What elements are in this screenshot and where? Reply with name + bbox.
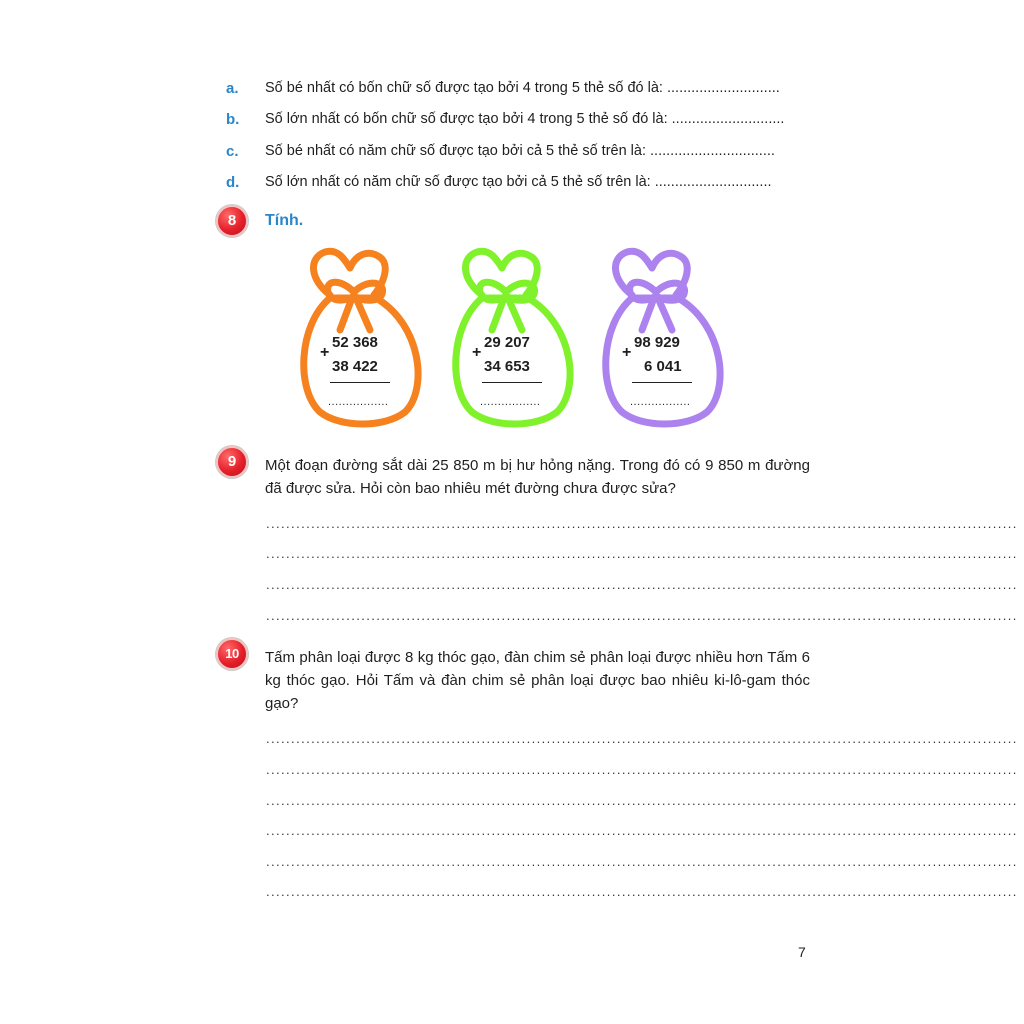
exercise-8-title: Tính. [265, 212, 304, 229]
answer-blank[interactable]: ................. [328, 396, 389, 408]
money-bag-1 [290, 240, 430, 430]
addend-bottom: 6 041 [644, 358, 682, 375]
answer-line[interactable]: ...................................................................................................................................................... [266, 854, 1018, 869]
addend-bottom: 38 422 [332, 358, 378, 375]
question-letter: b. [226, 111, 240, 128]
answer-blank[interactable]: ................. [630, 396, 691, 408]
plus-sign: + [320, 344, 330, 361]
answer-blank[interactable]: ................. [480, 396, 541, 408]
question-text: Số lớn nhất có bốn chữ số được tạo bởi 4 trong 5 thẻ số đó là: ............................ [265, 111, 785, 127]
money-bag-3 [592, 240, 732, 430]
addend-bottom: 34 653 [484, 358, 530, 375]
answer-line[interactable]: ...................................................................................................................................................... [266, 884, 1018, 899]
answer-line[interactable]: ...................................................................................................................................................... [266, 793, 1018, 808]
sum-rule [632, 382, 692, 383]
plus-sign: + [472, 344, 482, 361]
question-letter: d. [226, 174, 240, 191]
sum-rule [330, 382, 390, 383]
answer-line[interactable]: ...................................................................................................................................................... [266, 762, 1018, 777]
money-bag-2 [442, 240, 582, 430]
exercise-9-text: Một đoạn đường sắt dài 25 850 m bị hư hỏng nặng. Trong đó có 9 850 m đường đã được sửa. Hỏi còn bao nhiêu mét đường chưa được sửa? [265, 457, 810, 497]
exercise-9-badge: 9 [216, 446, 248, 478]
exercise-10-badge: 10 [216, 638, 248, 670]
plus-sign: + [622, 344, 632, 361]
addend-top: 29 207 [484, 334, 530, 351]
answer-line[interactable]: ...................................................................................................................................................... [266, 823, 1018, 838]
answer-line[interactable]: ...................................................................................................................................................... [266, 608, 1018, 623]
answer-line[interactable]: ...................................................................................................................................................... [266, 731, 1018, 746]
question-letter: a. [226, 80, 239, 97]
exercise-10-text: Tấm phân loại được 8 kg thóc gạo, đàn chim sẻ phân loại được nhiều hơn Tấm 6 kg thóc gạo. Hỏi Tấm và đàn chim sẻ phân loại được bao nhiêu ki-lô-gam thóc gạo? [265, 649, 810, 712]
question-text: Số bé nhất có bốn chữ số được tạo bởi 4 trong 5 thẻ số đó là: ............................ [265, 80, 780, 96]
sum-rule [482, 382, 542, 383]
addend-top: 52 368 [332, 334, 378, 351]
question-text: Số bé nhất có năm chữ số được tạo bởi cả 5 thẻ số trên là: ............................... [265, 143, 775, 159]
answer-line[interactable]: ...................................................................................................................................................... [266, 546, 1018, 561]
exercise-8-badge: 8 [216, 205, 248, 237]
question-letter: c. [226, 143, 239, 160]
page-number: 7 [798, 944, 806, 960]
addend-top: 98 929 [634, 334, 680, 351]
question-text: Số lớn nhất có năm chữ số được tạo bởi cả 5 thẻ số trên là: ............................. [265, 174, 772, 190]
answer-line[interactable]: ...................................................................................................................................................... [266, 577, 1018, 592]
answer-line[interactable]: ...................................................................................................................................................... [266, 516, 1018, 531]
